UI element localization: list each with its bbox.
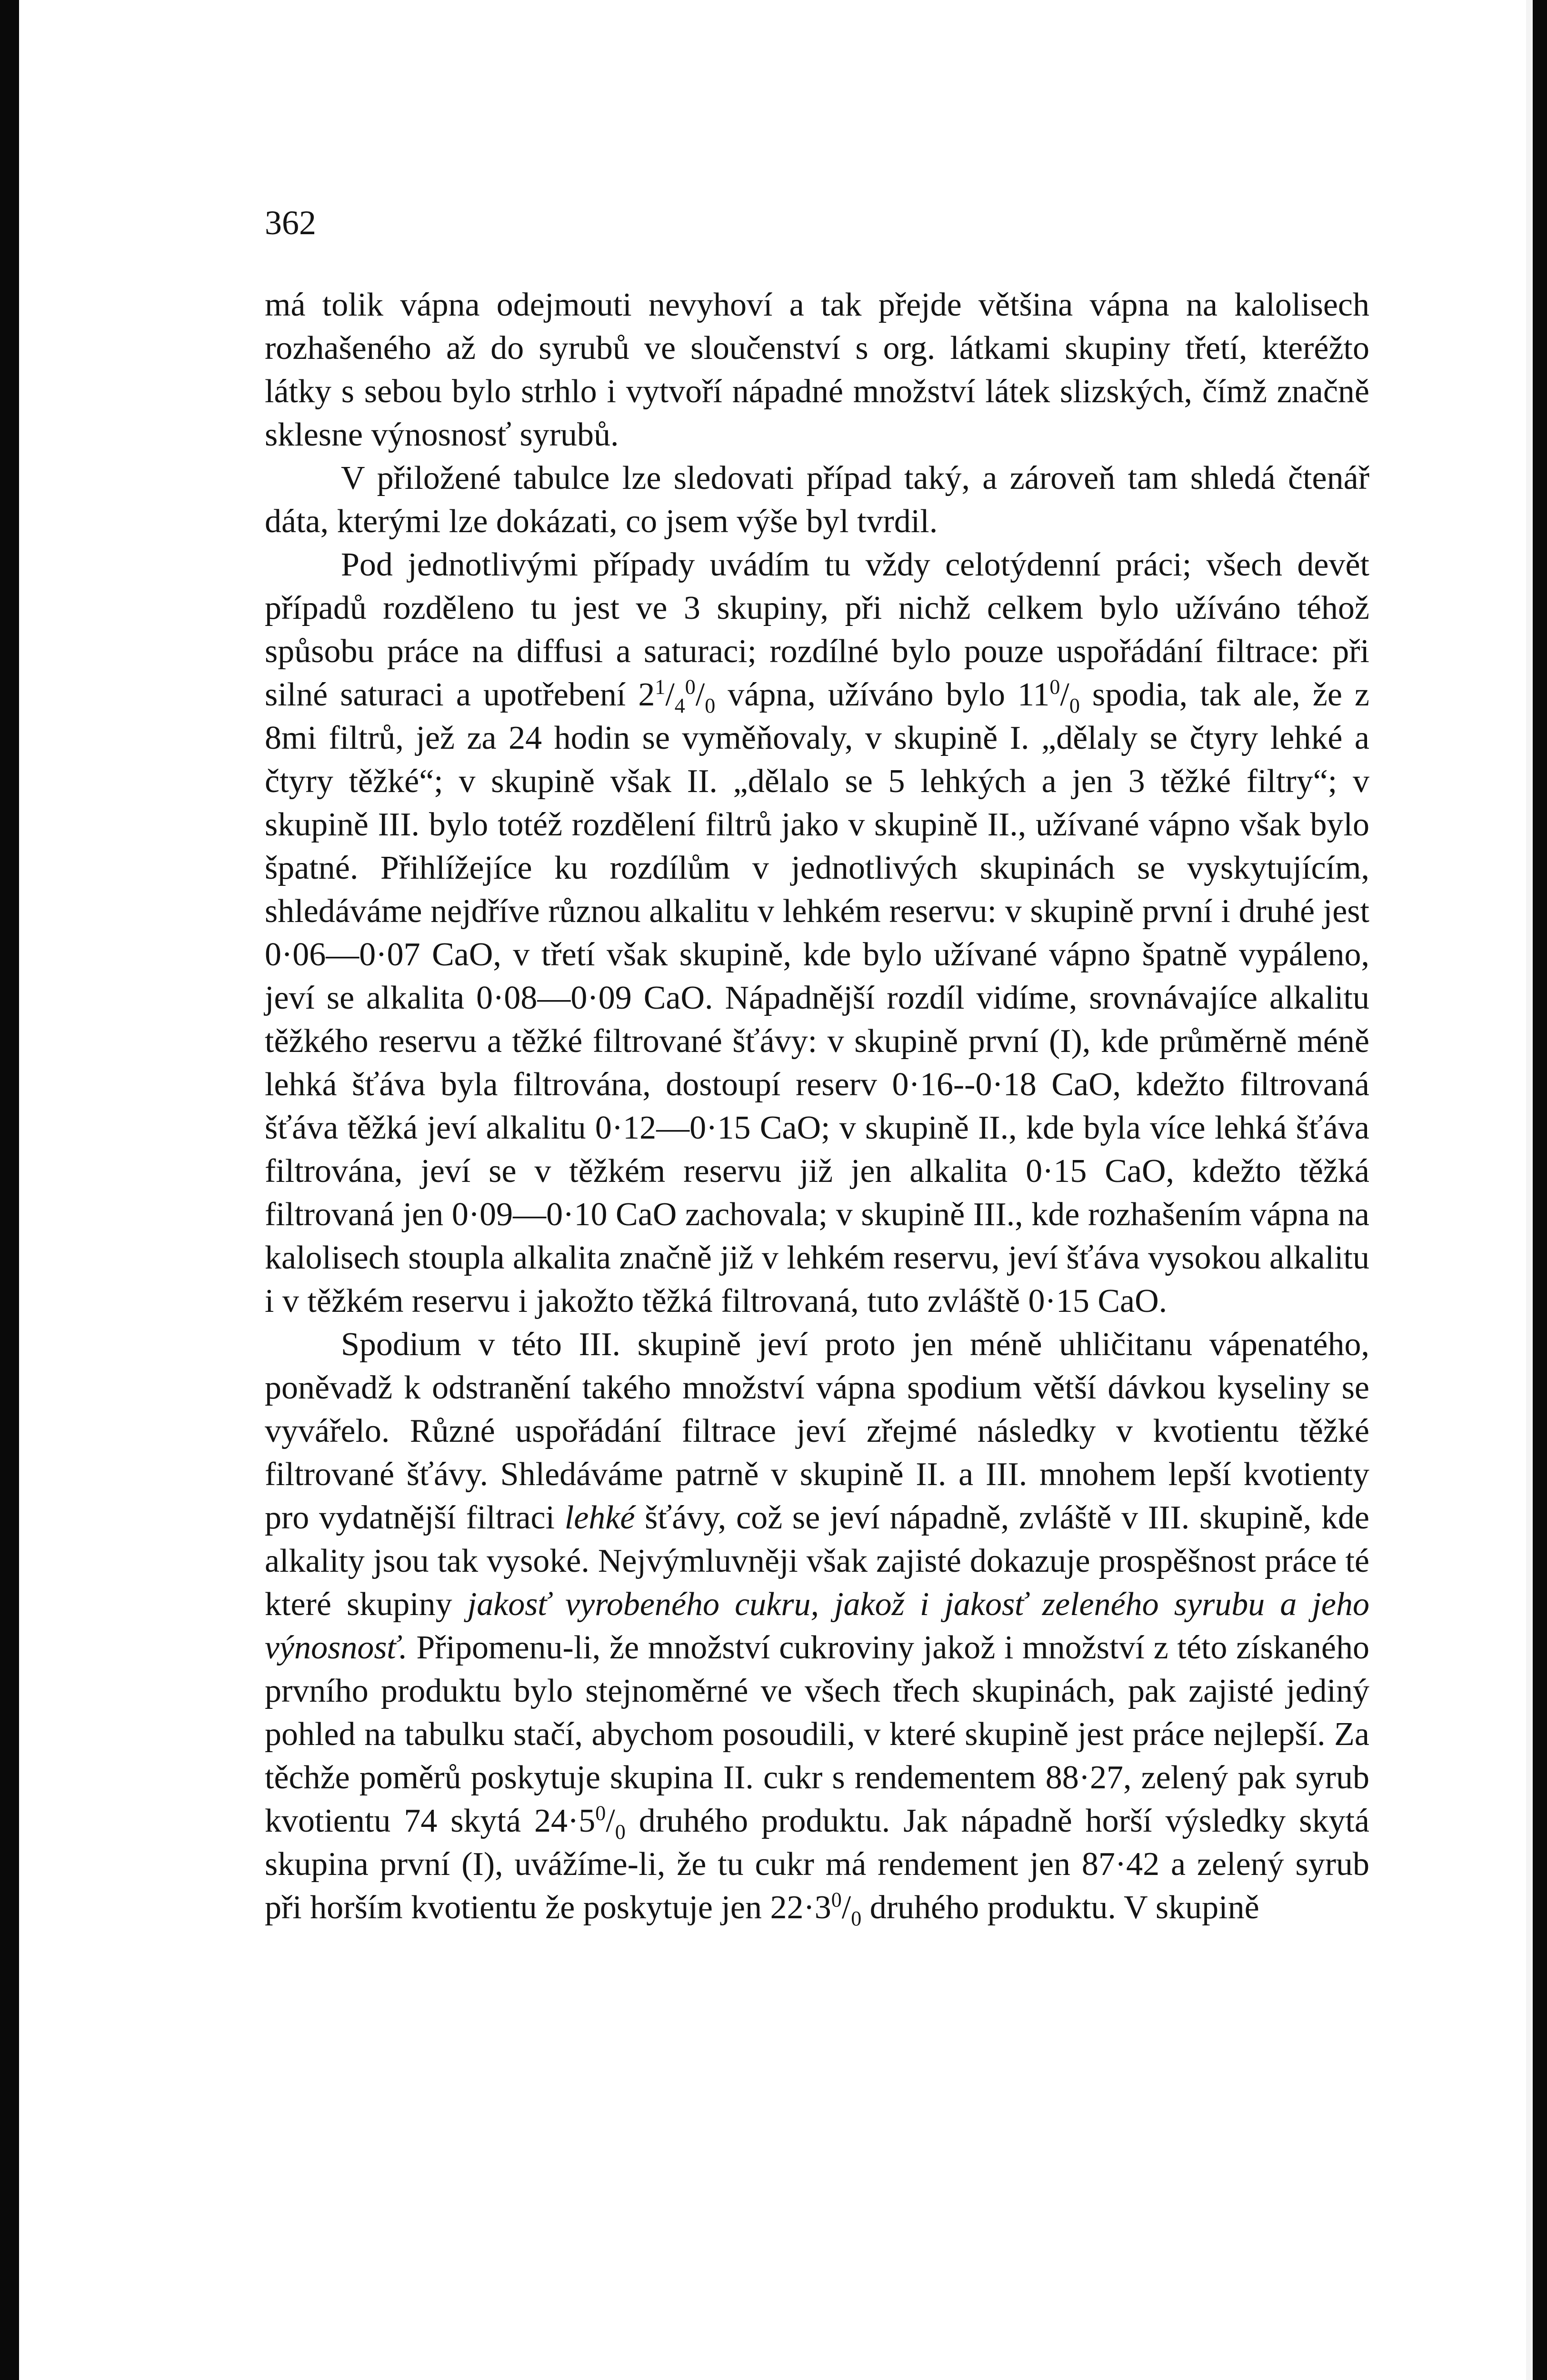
paragraph-3: Pod jednotlivými případy uvádím tu vždy celotýdenní práci; všech devět případů rozděleno tu jest ve 3 skupiny, při nichž celkem bylo užíváno téhož spůsobu práce na diffusi a saturaci; rozdílné bylo pouze uspořádání filtrace: při silné saturaci a upotřebení $2^1/_4^0/_0$ vápna, užíváno bylo $11^0/_0$ spodia, tak ale, že z 8mi filtrů, jež za 24 hodin se vyměňovaly, v skupině I. „dělaly se čtyry lehké a čtyry těžké“; v skupině však II. „dělalo se 5 lehkých a jen 3 těžké filtry“; v skupině III. bylo totéž rozdělení filtrů jako v skupině II., užívané vápno však bylo špatné. Přihlížejíce ku rozdílům v jednotlivých skupinách se vyskytujícím, shledáváme nejdříve různou alkalitu v lehkém reservu: v skupině první i druhé jest 0·06—0·07 CaO, v třetí však skupině, kde bylo užívané vápno špatně vypáleno, jeví se alkalita 0·08—0·09 CaO. Nápadnější rozdíl vidíme, srovnávajíce alkalitu těžkého reservu a těžké filtrované šťávy: v skupině první (I), kde průměrně méně lehká šťáva byla filtrována, dostoupí reserv 0·16--0·18 CaO, kdežto filtrovaná šťáva těžká jeví alkalitu 0·12—0·15 CaO; v skupině II., kde byla více lehká šťáva filtrována, jeví se v těžkém reservu již jen alkalita 0·15 CaO, kdežto těžká filtrovaná jen 0·09—0·10 CaO zachovala; v skupině III., kde rozhašením vápna na kalolisech stoupla alkalita značně již v lehkém reservu, jeví šťáva vysokou alkalitu i v těžkém reservu i jakožto těžká filtrovaná, tuto zvláště 0·15 CaO. — [265, 546, 1369, 1319]
fraction-denominator: 4 — [674, 694, 685, 717]
paragraph-3-text: spodia, tak ale, že z 8mi filtrů, jež za 24 hodin se vyměňovaly, v skupině I. „dělaly se čtyry lehké a čtyry těžké“; v skupině však II. „dělalo se 5 lehkých a jen 3 těžké filtry“; v skupině III. bylo totéž rozdělení filtrů jako v skupině II., užívané vápno však bylo špatné. Přihlížejíce ku rozdílům v jednotlivých skupinách se vyskytujícím, shledáváme nejdříve různou alkalitu v lehkém reservu: v skupině první i druhé jest 0·06—0·07 CaO, v třetí však skupině, kde bylo užívané vápno špatně vypáleno, jeví se alkalita 0·08—0·09 CaO. Nápadnější rozdíl vidíme, srovnávajíce alkalitu těžkého reservu a těžké filtrované šťávy: v skupině první (I), kde průměrně méně lehká šťáva byla filtrována, dostoupí reserv 0·16--0·18 CaO, kdežto filtrovaná šťáva těžká jeví alkalitu 0·12—0·15 CaO; v skupině II., kde byla více lehká šťáva filtrována, jeví se v těžkém reservu již jen alkalita 0·15 CaO, kdežto těžká filtrovaná jen 0·09—0·10 CaO zachovala; v skupině III., kde rozhašením vápna na kalolisech stoupla alkalita značně již v lehkém reservu, jeví šťáva vysokou alkalitu i v těžkém reservu i jakožto těžká filtrovaná, tuto zvláště 0·15 CaO. — [265, 676, 1369, 1319]
percent-sign-zero: 0 — [1069, 694, 1080, 717]
paragraph-3-text: vápna, užíváno bylo 11 — [715, 676, 1050, 713]
fraction-numerator: 1 — [655, 675, 666, 699]
percent-sign-zero: 0 — [705, 694, 716, 717]
paragraph-4-text: šťávy, což se jeví nápadně, zvláště v III. skupině, kde alkality jsou tak vysoké. Nejvýmluvněji však zajisté dokazuje prospěšnost práce té které skupiny — [265, 1499, 1369, 1623]
paragraph-3-text: Pod jednotlivými případy uvádím tu vždy celotýdenní práci; všech devět případů rozděleno tu jest ve 3 skupiny, při nichž celkem bylo užíváno téhož spůsobu práce na diffusi a saturaci; rozdílné bylo pouze uspořádání filtrace: při silné saturaci a upotřebení 2 — [265, 546, 1369, 713]
page-number: 362 — [265, 204, 316, 242]
paragraph-1: má tolik vápna odejmouti nevyhoví a tak přejde většina vápna na kalolisech rozhašeného až do syrubů ve sloučenství s org. látkami skupiny třetí, kteréžto látky s sebou bylo strhlo i vytvoří nápadné množství látek slizských, čímž značně sklesne výnosnosť syrubů. — [265, 287, 1369, 453]
scan-border-right — [1533, 0, 1547, 2380]
paragraph-2: V přiložené tabulce lze sledovati případ taký, a zároveň tam shledá čtenář dáta, kterými lze dokázati, co jsem výše byl tvrdil. — [265, 460, 1369, 540]
paragraph-4-text: Spodium v této III. skupině jeví proto jen méně uhličitanu vápenatého, poněvadž k odstranění takého množství vápna spodium větší dávkou kyseliny se vyvářelo. Různé uspořádání filtrace jeví zřejmé následky v kvotientu těžké filtrované šťávy. Shledáváme patrně v skupině II. a III. mnohem lepší kvotienty pro vydatnější filtraci — [265, 1326, 1369, 1536]
italic-emphasis: jakosť vyrobeného cukru, jakož i jakosť zeleného syrubu a jeho výnosnosť. — [265, 1586, 1370, 1666]
italic-emphasis: lehké — [564, 1499, 635, 1536]
scan-border-left — [0, 0, 19, 2380]
paragraph-4-text: Připomenu-li, že množství cukroviny jakož i množství z této získaného prvního produktu bylo stejnoměrné ve všech třech skupinách, pak zajisté jediný pohled na tabulku stačí, abychom posoudili, v které skupině jest práce nejlepší. Za těchže poměrů poskytuje skupina II. cukr s rendementem 88·27, zelený pak syrub kvotientu 74 skytá 24·5 — [265, 1629, 1369, 1839]
paragraph-4-text: druhého produktu. V skupině — [861, 1889, 1259, 1926]
percent-sign-zero: 0 — [615, 1820, 626, 1844]
paragraph-4: Spodium v této III. skupině jeví proto jen méně uhličitanu vápenatého, poněvadž k odstranění takého množství vápna spodium větší dávkou kyseliny se vyvářelo. Různé uspořádání filtrace jeví zřejmé následky v kvotientu těžké filtrované šťávy. Shledáváme patrně v skupině II. a III. mnohem lepší kvotienty pro vydatnější filtraci lehké šťávy, což se jeví nápadně, zvláště v III. skupině, kde alkality jsou tak vysoké. Nejvýmluvněji však zajisté dokazuje prospěšnost práce té které skupiny jakosť vyrobeného cukru, jakož i jakosť zeleného syrubu a jeho výnosnosť. Připomenu-li, že množství cukroviny jakož i množství z této získaného prvního produktu bylo stejnoměrné ve všech třech skupinách, pak zajisté jediný pohled na tabulku stačí, abychom posoudili, v které skupině jest práce nejlepší. Za těchže poměrů poskytuje skupina II. cukr s rendementem 88·27, zelený pak syrub kvotientu 74 skytá $24\cdot 5^0/_0$ druhého produktu. Jak nápadně horší výsledky skytá skupina první (I), uvážíme-li, že tu cukr má rendement jen 87·42 a zelený syrub při horším kvotientu že poskytuje jen $22\cdot 3^0/_0$ druhého produktu. V skupině — [265, 1326, 1370, 1930]
percent-sign-zero: 0 — [851, 1907, 862, 1930]
scan-page-edge — [1526, 0, 1533, 2380]
page-body — [265, 283, 1369, 1929]
paragraph-4-text: druhého produktu. Jak nápadně horší výsledky skytá skupina první (I), uvážíme-li, že tu cukr má rendement jen 87·42 a zelený syrub při horším kvotientu že poskytuje jen 22·3 — [265, 1803, 1369, 1926]
